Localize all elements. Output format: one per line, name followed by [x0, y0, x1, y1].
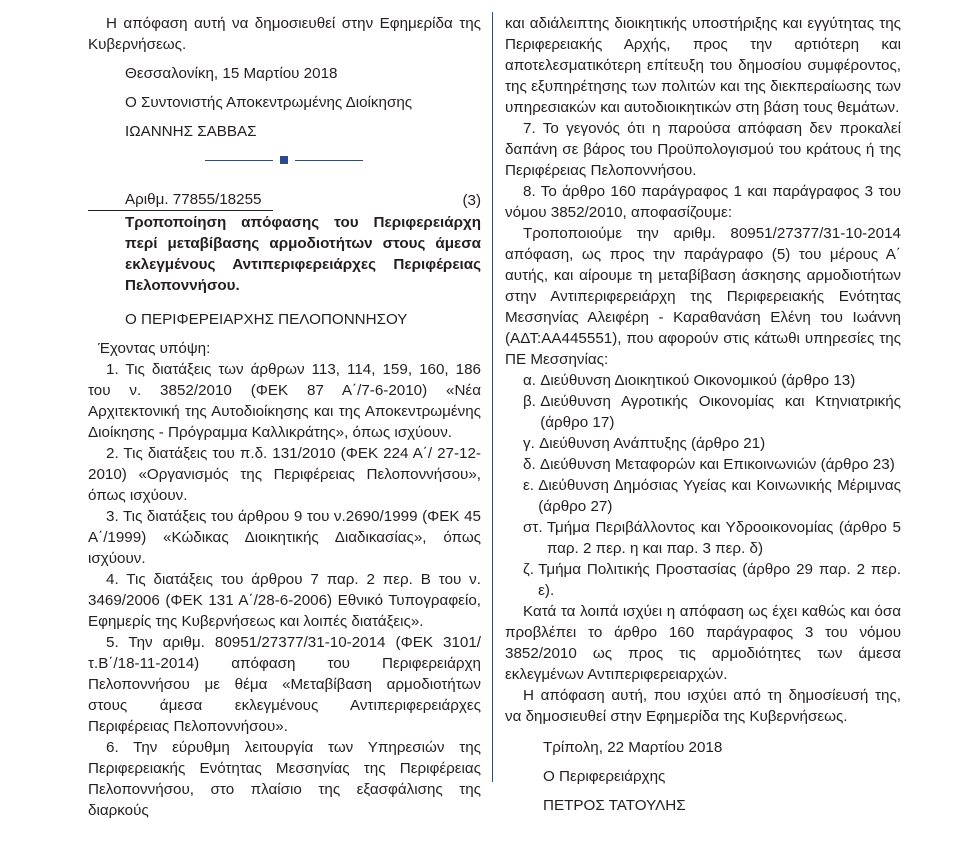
- intro-paragraph: Η απόφαση αυτή να δημοσιευθεί στην Εφημερίδα της Κυβερνήσεως.: [88, 15, 481, 53]
- signer-name: ΙΩΑΝΝΗΣ ΣΑΒΒΑΣ: [125, 123, 257, 140]
- list-item: ζ. Τμήμα Πολιτικής Προστασίας (άρθρο 29 παρ. 2 περ. ε).: [523, 561, 901, 599]
- paragraph-3: 3. Τις διατάξεις του άρθρου 9 του ν.2690/1999 (ΦΕΚ 45 Α΄/1999) «Κώδικας Διοικητικής Διαδικασίας», όπως ισχύουν.: [88, 508, 481, 567]
- paragraph-7: 7. Το γεγονός ότι η παρούσα απόφαση δεν προκαλεί δαπάνη σε βάρος του Προϋπολογισμού του κράτους ή της Περιφέρειας Πελοποννήσου.: [505, 120, 901, 179]
- list-item: γ. Διεύθυνση Ανάπτυξης (άρθρο 21): [523, 435, 766, 452]
- amendment-paragraph: Τροποποιούμε την αριθμ. 80951/27377/31-10-2014 απόφαση, ως προς την παράγραφο (5) του μέρους Α΄ αυτής, και αίρουμε τη μεταβίβαση άσκησης αρμοδιοτήτων στην Αντιπεριφερειάρχη της Περιφερειακής Ενότητας Μεσσηνίας Αλειφέρη - Καραθανάση Ελένη του Ιωάννη (ΑΔΤ:ΑΑ445551), που αφορούν στις κάτωθι υπηρεσίες της ΠΕ Μεσσηνίας:: [505, 225, 901, 368]
- paragraph-4: 4. Τις διατάξεις του άρθρου 7 παρ. 2 περ. Β του ν. 3469/2006 (ΦΕΚ 131 Α΄/28-6-2006) Εθνικό Τυπογραφείο, Εφημερίς της Κυβερνήσεως και λοιπές διατάξεις».: [88, 571, 481, 630]
- authority-heading: Ο ΠΕΡΙΦΕΡΕΙΑΡΧΗΣ ΠΕΛΟΠΟΝΝΗΣΟΥ: [125, 311, 408, 328]
- list-item: δ. Διεύθυνση Μεταφορών και Επικοινωνιών (άρθρο 23): [523, 456, 895, 473]
- decision-header: [88, 189, 481, 211]
- paragraph-6: 6. Την εύρυθμη λειτουργία των Υπηρεσιών της Περιφερειακής Ενότητας Μεσσηνίας της Περιφέρειας Πελοποννήσου, στο πλαίσιο της εξασφάλισης της διαρκούς: [88, 739, 481, 819]
- section-separator: [88, 151, 481, 171]
- right-column: [505, 0, 901, 816]
- considering-heading: Έχοντας υπόψη:: [98, 340, 211, 357]
- place-date: Θεσσαλονίκη, 15 Μαρτίου 2018: [125, 65, 338, 82]
- paragraph-8: 8. Το άρθρο 160 παράγραφος 1 και παράγραφος 3 του νόμου 3852/2010, αποφασίζουμε:: [505, 183, 901, 221]
- left-column: [88, 0, 481, 821]
- paragraph-5: 5. Την αριθμ. 80951/27377/31-10-2014 (ΦΕΚ 3101/ τ.Β΄/18-11-2014) απόφαση του Περιφερειάρχη Πελοποννήσου με θέμα «Μεταβίβαση αρμοδιοτήτων στους άμεσα εκλεγμένους Αντιπεριφερειάρχες Περιφέρειας Πελοποννήσου».: [88, 634, 481, 735]
- signer-title: Ο Συντονιστής Αποκεντρωμένης Διοίκησης: [125, 94, 413, 111]
- publish-paragraph: Η απόφαση αυτή, που ισχύει από τη δημοσίευσή της, να δημοσιευθεί στην Εφημερίδα της Κυβερνήσεως.: [505, 687, 901, 725]
- decision-title: Τροποποίηση απόφασης του Περιφερειάρχη περί μεταβίβασης αρμοδιοτήτων στους άμεσα εκλεγμένους Αντιπεριφερειάρχες Περιφέρειας Πελοποννήσου.: [125, 214, 481, 294]
- remaining-provisions: Κατά τα λοιπά ισχύει η απόφαση ως έχει καθώς και όσα προβλέπει το άρθρο 160 παράγραφος 3 του νόμου 3852/2010 ως προς τις αρμοδιότητες των άμεσα εκλεγμένων Αντιπεριφερειαρχών.: [505, 603, 901, 683]
- decision-index: (3): [462, 192, 481, 209]
- list-item: β. Διεύθυνση Αγροτικής Οικονομίας και Κτηνιατρικής (άρθρο 17): [523, 393, 901, 431]
- signer-title-right: Ο Περιφερειάρχης: [543, 768, 666, 785]
- paragraph-6-continued: και αδιάλειπτης διοικητικής υποστήριξης και εγγύτητας της Περιφερειακής Αρχής, προς την αρτιότερη και αποτελεσματικότερη επίτευξη του δημοσίου συμφέροντος, της εξυπηρέτησης των πολιτών και της διεκπεραίωσης των υπηρεσιακών και αυτοδιοικητικών στη βάση τους θεμάτων.: [505, 15, 901, 116]
- signer-name-right: ΠΕΤΡΟΣ ΤΑΤΟΥΛΗΣ: [543, 797, 686, 814]
- paragraph-2: 2. Τις διατάξεις του π.δ. 131/2010 (ΦΕΚ 224 Α΄/ 27-12-2010) «Οργανισμός της Περιφέρειας Πελοποννήσου», όπως ισχύουν.: [88, 445, 481, 504]
- separator-square-icon: [280, 156, 288, 164]
- list-item: α. Διεύθυνση Διοικητικού Οικονομικού (άρθρο 13): [523, 372, 856, 389]
- column-divider: [492, 12, 493, 782]
- decision-number: Αριθμ. 77855/18255: [88, 189, 273, 211]
- list-item: στ. Τμήμα Περιβάλλοντος και Υδροοικονομίας (άρθρο 5 παρ. 2 περ. η και παρ. 3 περ. δ): [523, 519, 901, 557]
- list-item: ε. Διεύθυνση Δημόσιας Υγείας και Κοινωνικής Μέριμνας (άρθρο 27): [523, 477, 901, 515]
- place-date-right: Τρίπολη, 22 Μαρτίου 2018: [543, 739, 723, 756]
- services-list: [505, 370, 901, 601]
- paragraph-1: 1. Τις διατάξεις των άρθρων 113, 114, 159, 160, 186 του ν. 3852/2010 (ΦΕΚ 87 Α΄/7-6-2010) «Νέα Αρχιτεκτονική της Αυτοδιοίκησης και της Αποκεντρωμένης Διοίκησης - Πρόγραμμα Καλλικράτης», όπως ισχύουν.: [88, 361, 481, 441]
